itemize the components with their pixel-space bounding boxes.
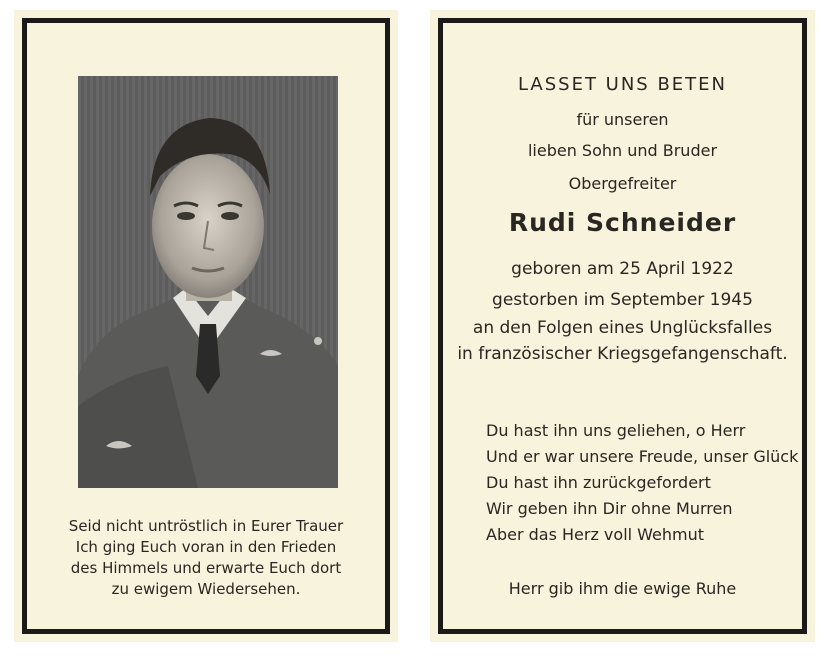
portrait-photo (78, 76, 338, 488)
verse-line: Aber das Herz voll Wehmut (486, 525, 705, 544)
poem-line: des Himmels und erwarte Euch dort (70, 559, 342, 577)
consolation-poem (44, 516, 368, 600)
right-card-panel (430, 10, 815, 642)
closing-prayer: Herr gib ihm die ewige Ruhe (508, 579, 737, 598)
dedication-line: für unseren (576, 110, 669, 129)
verse-line: Du hast ihn uns geliehen, o Herr (486, 421, 746, 440)
cause-line: an den Folgen eines Unglücksfalles (472, 318, 773, 338)
poem-line: Ich ging Euch voran in den Frieden (75, 538, 337, 556)
prayer-heading: LASSET UNS BETEN (517, 74, 728, 95)
left-card-panel (14, 10, 398, 642)
portrait-photo-drawing (78, 76, 338, 488)
deceased-name: Rudi Schneider (508, 208, 737, 237)
verse-line: Wir geben ihn Dir ohne Murren (486, 499, 733, 518)
poem-line: Seid nicht untröstlich in Eurer Trauer (68, 517, 344, 535)
rank-line: Obergefreiter (568, 174, 677, 193)
verse-block (486, 418, 798, 548)
verse-line: Und er war unsere Freude, unser Glück (486, 447, 799, 466)
poem-line: zu ewigem Wiedersehen. (111, 580, 301, 598)
cause-line: in französischer Kriegsgefangenschaft. (457, 344, 788, 364)
birth-line: geboren am 25 April 1922 (511, 259, 734, 279)
death-line: gestorben im September 1945 (492, 290, 753, 310)
dedication-line: lieben Sohn und Bruder (527, 141, 718, 160)
verse-line: Du hast ihn zurückgefordert (486, 473, 711, 492)
